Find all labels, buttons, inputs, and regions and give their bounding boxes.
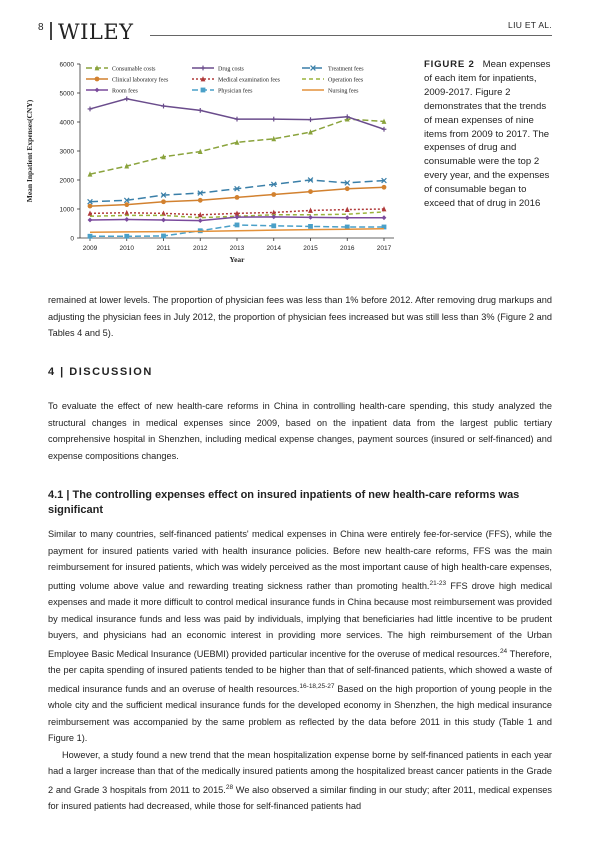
data-point — [161, 234, 166, 239]
y-tick-label: 6000 — [59, 61, 74, 69]
legend-label: Clinical laboratory fees — [112, 77, 169, 84]
data-point — [308, 224, 313, 229]
data-point — [235, 195, 240, 200]
data-point — [235, 223, 240, 228]
running-head: LIU ET AL. — [508, 20, 552, 30]
data-point — [345, 215, 350, 220]
data-point — [308, 215, 313, 220]
citation: 21-23 — [429, 579, 447, 587]
x-tick-label: 2012 — [193, 245, 208, 252]
data-point — [308, 189, 313, 194]
legend-label: Consumable costs — [112, 66, 156, 73]
data-point — [88, 204, 93, 209]
data-point — [124, 217, 129, 222]
legend-label: Nursing fees — [328, 88, 359, 95]
subsection-heading: 4.1 | The controlling expenses effect on insured inpatients of new health-care reforms was significant — [48, 489, 520, 516]
x-tick-label: 2015 — [303, 245, 318, 252]
y-tick-label: 3000 — [59, 148, 74, 156]
data-point — [124, 202, 129, 207]
x-axis-label: Year — [229, 255, 245, 264]
legend-label: Medical examination fees — [218, 77, 280, 84]
y-tick-label: 0 — [70, 235, 74, 243]
data-point — [95, 88, 100, 93]
text-span: Based on the high proportion of young people in the whole city and the sufficient medical insurance funds for the developed economy in Shenzhen, the high medical insurance reimbursement was accompanied by the same problem as reflected by the data before 2011 in this study (Table 1 and Figure 1). — [48, 683, 553, 744]
figure-caption-text: Mean expenses of each item for inpatients, 2009-2017. Figure 2 demonstrates that the trends of mean expenses of nine items from 2009 to 2017. The expenses of drug and consumable were the top 2 every year, and the expenses of consumable began to exceed that of drug in 2016 — [424, 59, 551, 210]
section-heading: 4 | DISCUSSION — [48, 366, 153, 378]
text-span: Similar to many countries, self-financed patients' medical expenses in China were entirely fee-for-service (FFS), while the payment for insured patients varied with health insurance policies. Before new health-care reforms, FFS was the main reimbursement for insured patients, which was widely perceived as the most important cause of high health-care expenses, putting volume above value and rewarding treating sickness rather than promoting health. — [48, 529, 552, 591]
data-point — [198, 198, 203, 203]
figure-caption — [424, 58, 556, 211]
data-point — [345, 186, 350, 191]
text-span: Therefore, the per capita spending of insured patients tended to be higher than that of self-financed patients, which showed a waste of medical insurance funds and an overuse of health resources. — [48, 648, 552, 694]
data-point — [88, 234, 93, 239]
paragraph-intro — [48, 292, 552, 342]
y-tick-label: 1000 — [59, 206, 74, 214]
legend-label: Physician fees — [218, 88, 253, 95]
series-line — [90, 119, 384, 174]
legend-label: Treatment fees — [328, 66, 364, 73]
text-span: FFS drove high medical expenses and made it more difficult to control medical insurance funds in China because most reimbursement was provided by medical insurance funds and less was paid by individuals, implying that beneficiaries had little incentive to be prudent buyers, and physicians had an economic interest in providing more services. The high reimbursement of the Urban Employee Basic Medical Insurance (UEBMI) provided particular incentive for the overuse of medical resources. — [48, 580, 552, 659]
x-tick-label: 2014 — [266, 245, 281, 252]
paragraph-discussion — [48, 398, 552, 464]
x-tick-label: 2010 — [119, 245, 134, 252]
data-point — [382, 215, 387, 220]
data-point — [161, 218, 166, 223]
series-line — [90, 99, 384, 129]
x-tick-label: 2017 — [376, 245, 392, 252]
data-point — [382, 185, 387, 190]
x-tick-label: 2011 — [156, 245, 171, 252]
legend-label: Operation fees — [328, 77, 364, 84]
legend-label: Drug costs — [218, 66, 244, 73]
x-tick-label: 2016 — [340, 245, 355, 252]
publisher-logo: WILEY — [58, 20, 134, 44]
y-axis-label: Mean Inpatient Expenses(CNY) — [25, 99, 34, 203]
data-point — [201, 88, 206, 93]
x-tick-label: 2009 — [82, 245, 98, 252]
page-number: 8 — [38, 22, 44, 33]
legend-label: Room fees — [112, 88, 138, 95]
data-point — [95, 77, 100, 82]
line-chart — [22, 52, 402, 272]
paragraph-41-a — [48, 526, 552, 815]
data-point — [161, 199, 166, 204]
data-point — [271, 192, 276, 197]
paragraph-intro-text: remained at lower levels. The proportion of physician fees was less than 1% before 2012. After removing drug markups and adjusting the physician fees in July 2012, the proportion of physician fees increased but was still less than 3% (Figure 2 and Tables 4 and 5). — [48, 295, 552, 338]
paragraph-discussion-text: To evaluate the effect of new health-care reforms in China in controlling health-care spending, this study analyzed the structural changes in medical expenses since 2009, based on the inpatient data from the largest public tertiary comprehensive hospital in Shenzhen, including medical expense changes, payment sources (insured or self-financed) and expense compositions changes. — [48, 401, 552, 461]
data-point — [308, 208, 313, 213]
figure-2-chart — [22, 52, 402, 272]
header-rule — [150, 35, 552, 36]
figure-label: FIGURE 2 — [424, 59, 475, 70]
data-point — [124, 210, 129, 215]
data-point — [198, 218, 203, 223]
citation: 28 — [225, 783, 234, 791]
citation: 24 — [499, 647, 508, 655]
paragraph-41-a-text — [48, 526, 552, 747]
data-point — [345, 207, 350, 212]
header-divider — [50, 22, 52, 40]
data-point — [271, 223, 276, 228]
data-point — [124, 234, 129, 239]
y-tick-label: 5000 — [59, 90, 74, 98]
series-line — [90, 229, 384, 232]
y-tick-label: 2000 — [59, 177, 74, 185]
data-point — [88, 218, 93, 223]
text-span: However, a study found a new trend that the mean hospitalization expense borne by self-financed patients in each year had a larger increase than that of the medically insured patients among the hospitalized breast cancer patients in the Grade 2 and Grade 3 hospitals from 2011 to 2015. — [48, 749, 552, 795]
x-tick-label: 2013 — [229, 245, 245, 252]
text-span: We also observed a similar finding in our study; after 2011, medical expenses for insured patients had decreased, while those for self-financed patients had — [48, 784, 552, 812]
paragraph-41-b-text — [48, 747, 552, 815]
y-tick-label: 4000 — [59, 119, 74, 127]
citation: 16-18,25-27 — [299, 682, 335, 690]
